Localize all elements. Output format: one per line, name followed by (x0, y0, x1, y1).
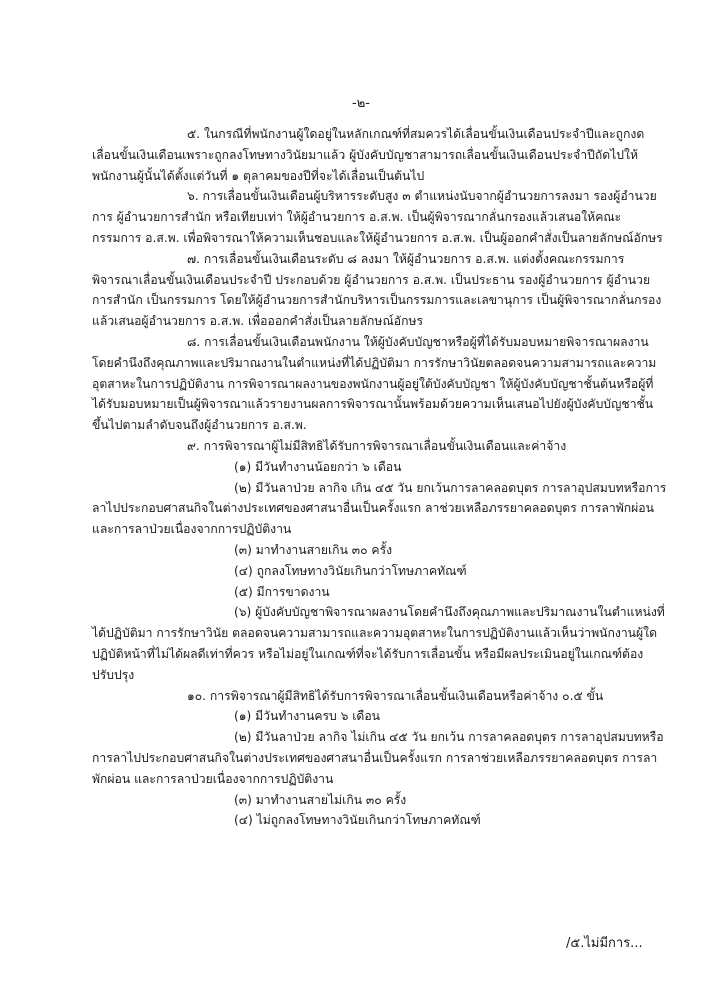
clause-5: ๕. ในกรณีที่พนักงานผู้ใดอยู่ในหลักเกณฑ์ที่สมควรได้เลื่อนขั้นเงินเดือนประจำปีและถูกงดเลื่อนขั้นเงินเดือนเพราะถูกลงโทษทางวินัยมาแล้ว ผู้บังคับบัญชาสามารถเลื่อนขั้นเงินเดือนประจำปีถัดไปให้พนักงานผู้นั้นได้ตั้งแต่วันที่ ๑ ตุลาคมของปีที่จะได้เลื่อนเป็นต้นไป (92, 127, 645, 183)
clause-9-item-2: (๒) มีวันลาป่วย ลากิจ เกิน ๔๕ วัน ยกเว้นการลาคลอดบุตร การลาอุปสมบทหรือการลาไปประกอบศาสนกิจในต่างประเทศของศาสนาอื่นเป็นครั้งแรก ลาช่วยเหลือภรรยาคลอดบุตร การลาพักผ่อน และการลาป่วยเนื่องจากการปฏิบัติงาน (92, 480, 667, 537)
clause-9-item-3: (๓) มาทำงานสายเกิน ๓๐ ครั้ง (234, 542, 393, 557)
clause-9: ๙. การพิจารณาผู้ไม่มีสิทธิได้รับการพิจารณาเลื่อนขั้นเงินเดือนและค่าจ้าง (187, 438, 567, 453)
clause-9-item-1: (๑) มีวันทำงานน้อยกว่า ๖ เดือน (234, 459, 402, 474)
clause-10: ๑๐. การพิจารณาผู้มีสิทธิได้รับการพิจารณาเลื่อนขั้นเงินเดือนหรือค่าจ้าง ๐.๕ ขั้น (187, 688, 604, 703)
clause-7: ๗. การเลื่อนขั้นเงินเดือนระดับ ๘ ลงมา ให้ผู้อำนวยการ อ.ส.พ. แต่งตั้งคณะกรรมการพิจารณาเลื่อนขั้นเงินเดือนประจำปี ประกอบด้วย ผู้อำนวยการ อ.ส.พ. เป็นประธาน รองผู้อำนวยการ ผู้อำนวยการสำนัก เป็นกรรมการ โดยให้ผู้อำนวยการสำนักบริหารเป็นกรรมการและเลขานุการ เป็นผู้พิจารณากลั่นกรองแล้วเสนอผู้อำนวยการ อ.ส.พ. เพื่อออกคำสั่งเป็นลายลักษณ์อักษร (92, 251, 662, 329)
clause-9-item-6: (๖) ผู้บังคับบัญชาพิจารณาผลงานโดยคำนึงถึงคุณภาพและปริมาณงานในตำแหน่งที่ได้ปฏิบัติมา การรักษาวินัย ตลอดจนความสามารถและความอุตสาหะในการปฏิบัติงานแล้วเห็นว่าพนักงานผู้ใดปฏิบัติหน้าที่ไม่ได้ผลดีเท่าที่ควร หรือไม่อยู่ในเกณฑ์ที่จะได้รับการเลื่อนขั้น หรือมีผลประเมินอยู่ในเกณฑ์ต้องปรับปรุง (92, 605, 665, 682)
page-number: -๒- (352, 96, 370, 111)
clause-10-item-1: (๑) มีวันทำงานครบ ๖ เดือน (234, 709, 380, 724)
clause-9-item-5: (๕) มีการขาดงาน (234, 584, 330, 599)
clause-10-item-3: (๓) มาทำงานสายไม่เกิน ๓๐ ครั้ง (234, 792, 407, 807)
document-body (92, 124, 667, 831)
continuation-note: /๕.ไม่มีการ... (566, 936, 643, 951)
clause-8: ๘. การเลื่อนขั้นเงินเดือนพนักงาน ให้ผู้บังคับบัญชาหรือผู้ที่ได้รับมอบหมายพิจารณาผลงานโดยคำนึงถึงคุณภาพและปริมาณงานในตำแหน่งที่ได้ปฏิบัติมา การรักษาวินัยตลอดจนความสามารถและความอุตสาหะในการปฏิบัติงาน การพิจารณาผลงานของพนักงานผู้อยู่ใต้บังคับบัญชา ให้ผู้บังคับบัญชาชั้นต้นหรือผู้ที่ได้รับมอบหมายเป็นผู้พิจารณาแล้วรายงานผลการพิจารณานั้นพร้อมด้วยความเห็นเสนอไปยังผู้บังคับบัญชาชั้นขึ้นไปตามลำดับจนถึงผู้อำนวยการ อ.ส.พ. (92, 334, 657, 433)
clause-10-item-4: (๔) ไม่ถูกลงโทษทางวินัยเกินกว่าโทษภาคทัณฑ์ (234, 813, 481, 828)
clause-10-item-2: (๒) มีวันลาป่วย ลากิจ ไม่เกิน ๔๕ วัน ยกเว้น การลาคลอดบุตร การลาอุปสมบทหรือการลาไปประกอบศาสนกิจในต่างประเทศของศาสนาอื่นเป็นครั้งแรก การลาช่วยเหลือภรรยาคลอดบุตร การลาพักผ่อน และการลาป่วยเนื่องจากการปฏิบัติงาน (92, 730, 664, 786)
clause-6: ๖. การเลื่อนขั้นเงินเดือนผู้บริหารระดับสูง ๓ ตำแหน่งนับจากผู้อำนวยการลงมา รองผู้อำนวยการ ผู้อำนวยการสำนัก หรือเทียบเท่า ให้ผู้อำนวยการ อ.ส.พ. เป็นผู้พิจารณากลั่นกรองแล้วเสนอให้คณะกรรมการ อ.ส.พ. เพื่อพิจารณาให้ความเห็นชอบและให้ผู้อำนวยการ อ.ส.พ. เป็นผู้ออกคำสั่งเป็นลายลักษณ์อักษร (92, 189, 663, 245)
clause-9-item-4: (๔) ถูกลงโทษทางวินัยเกินกว่าโทษภาคทัณฑ์ (234, 563, 467, 578)
